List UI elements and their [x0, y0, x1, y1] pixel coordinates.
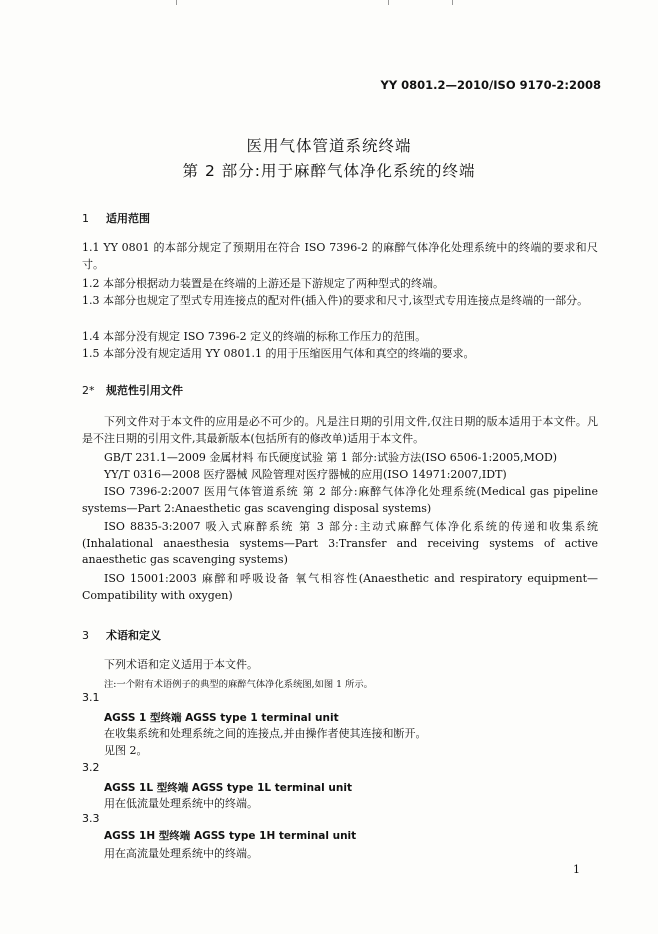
- clause-1-2: 1.2 本部分根据动力装置是在终端的上游还是下游规定了两种型式的终端。: [82, 277, 444, 290]
- section-number: 2*: [82, 384, 95, 397]
- term-number: 3.2: [82, 761, 100, 774]
- term-number: 3.1: [82, 691, 100, 704]
- reference-item: ISO 8835-3:2007 吸入式麻醉系统 第 3 部分:主动式麻醉气体净化系统的传递和收集系统(Inhalational anaesthesia systems—Part 3:Transfer and receiving systems of active anaesthetic gas scavenging systems): [82, 520, 598, 566]
- term-definition: 在收集系统和处理系统之间的连接点,并由操作者使其连接和断开。: [104, 727, 427, 740]
- section-number: 1: [82, 212, 89, 225]
- clause-1-5: 1.5 本部分没有规定适用 YY 0801.1 的用于压缩医用气体和真空的终端的要求。: [82, 347, 475, 360]
- standard-code: YY 0801.2—2010/ISO 9170-2:2008: [380, 78, 601, 92]
- term-definition: 用在低流量处理系统中的终端。: [104, 797, 258, 810]
- terms-note: 注:一个附有术语例子的典型的麻醉气体净化系统图,如图 1 所示。: [104, 679, 373, 690]
- clause-1-1: 1.1 YY 0801 的本部分规定了预期用在符合 ISO 7396-2 的麻醉气体净化处理系统中的终端的要求和尺寸。: [82, 241, 598, 271]
- term-definition: 用在高流量处理系统中的终端。: [104, 847, 258, 860]
- section-2-heading: [82, 382, 183, 398]
- document-subtitle: 第 2 部分:用于麻醉气体净化系统的终端: [182, 162, 476, 180]
- reference-item: ISO 15001:2003 麻醉和呼吸设备 氧气相容性(Anaesthetic and respiratory equipment—Compatibility with oxygen): [82, 572, 598, 602]
- term-name: AGSS 1L 型终端 AGSS type 1L terminal unit: [104, 782, 352, 794]
- section-title: 规范性引用文件: [106, 384, 183, 397]
- section-title: 术语和定义: [106, 629, 161, 642]
- term-number: 3.3: [82, 812, 100, 825]
- page-number: 1: [573, 863, 580, 876]
- reference-item: ISO 7396-2:2007 医用气体管道系统 第 2 部分:麻醉气体净化处理系统(Medical gas pipeline systems—Part 2:Anaesthetic gas scavenging disposal systems): [82, 485, 598, 515]
- section-1-heading: [82, 210, 150, 226]
- term-see-figure: 见图 2。: [104, 744, 148, 757]
- term-name: AGSS 1H 型终端 AGSS type 1H terminal unit: [104, 830, 357, 842]
- terms-intro: 下列术语和定义适用于本文件。: [104, 658, 258, 671]
- section-3-heading: [82, 627, 161, 643]
- term-name: AGSS 1 型终端 AGSS type 1 terminal unit: [104, 712, 339, 724]
- clause-1-4: 1.4 本部分没有规定 ISO 7396-2 定义的终端的标称工作压力的范围。: [82, 330, 427, 343]
- scan-mark: [452, 0, 453, 5]
- reference-item: YY/T 0316—2008 医疗器械 风险管理对医疗器械的应用(ISO 14971:2007,IDT): [104, 468, 507, 481]
- scan-mark: [388, 0, 389, 5]
- document-title: 医用气体管道系统终端: [246, 137, 412, 155]
- section-title: 适用范围: [106, 212, 150, 225]
- clause-1-3: 1.3 本部分也规定了型式专用连接点的配对件(插入件)的要求和尺寸,该型式专用连接点是终端的一部分。: [82, 294, 589, 307]
- normative-intro: 下列文件对于本文件的应用是必不可少的。凡是注日期的引用文件,仅注日期的版本适用于本文件。凡是不注日期的引用文件,其最新版本(包括所有的修改单)适用于本文件。: [82, 415, 598, 445]
- section-number: 3: [82, 629, 89, 642]
- reference-item: GB/T 231.1—2009 金属材料 布氏硬度试验 第 1 部分:试验方法(ISO 6506-1:2005,MOD): [104, 451, 558, 464]
- scan-mark: [176, 0, 177, 5]
